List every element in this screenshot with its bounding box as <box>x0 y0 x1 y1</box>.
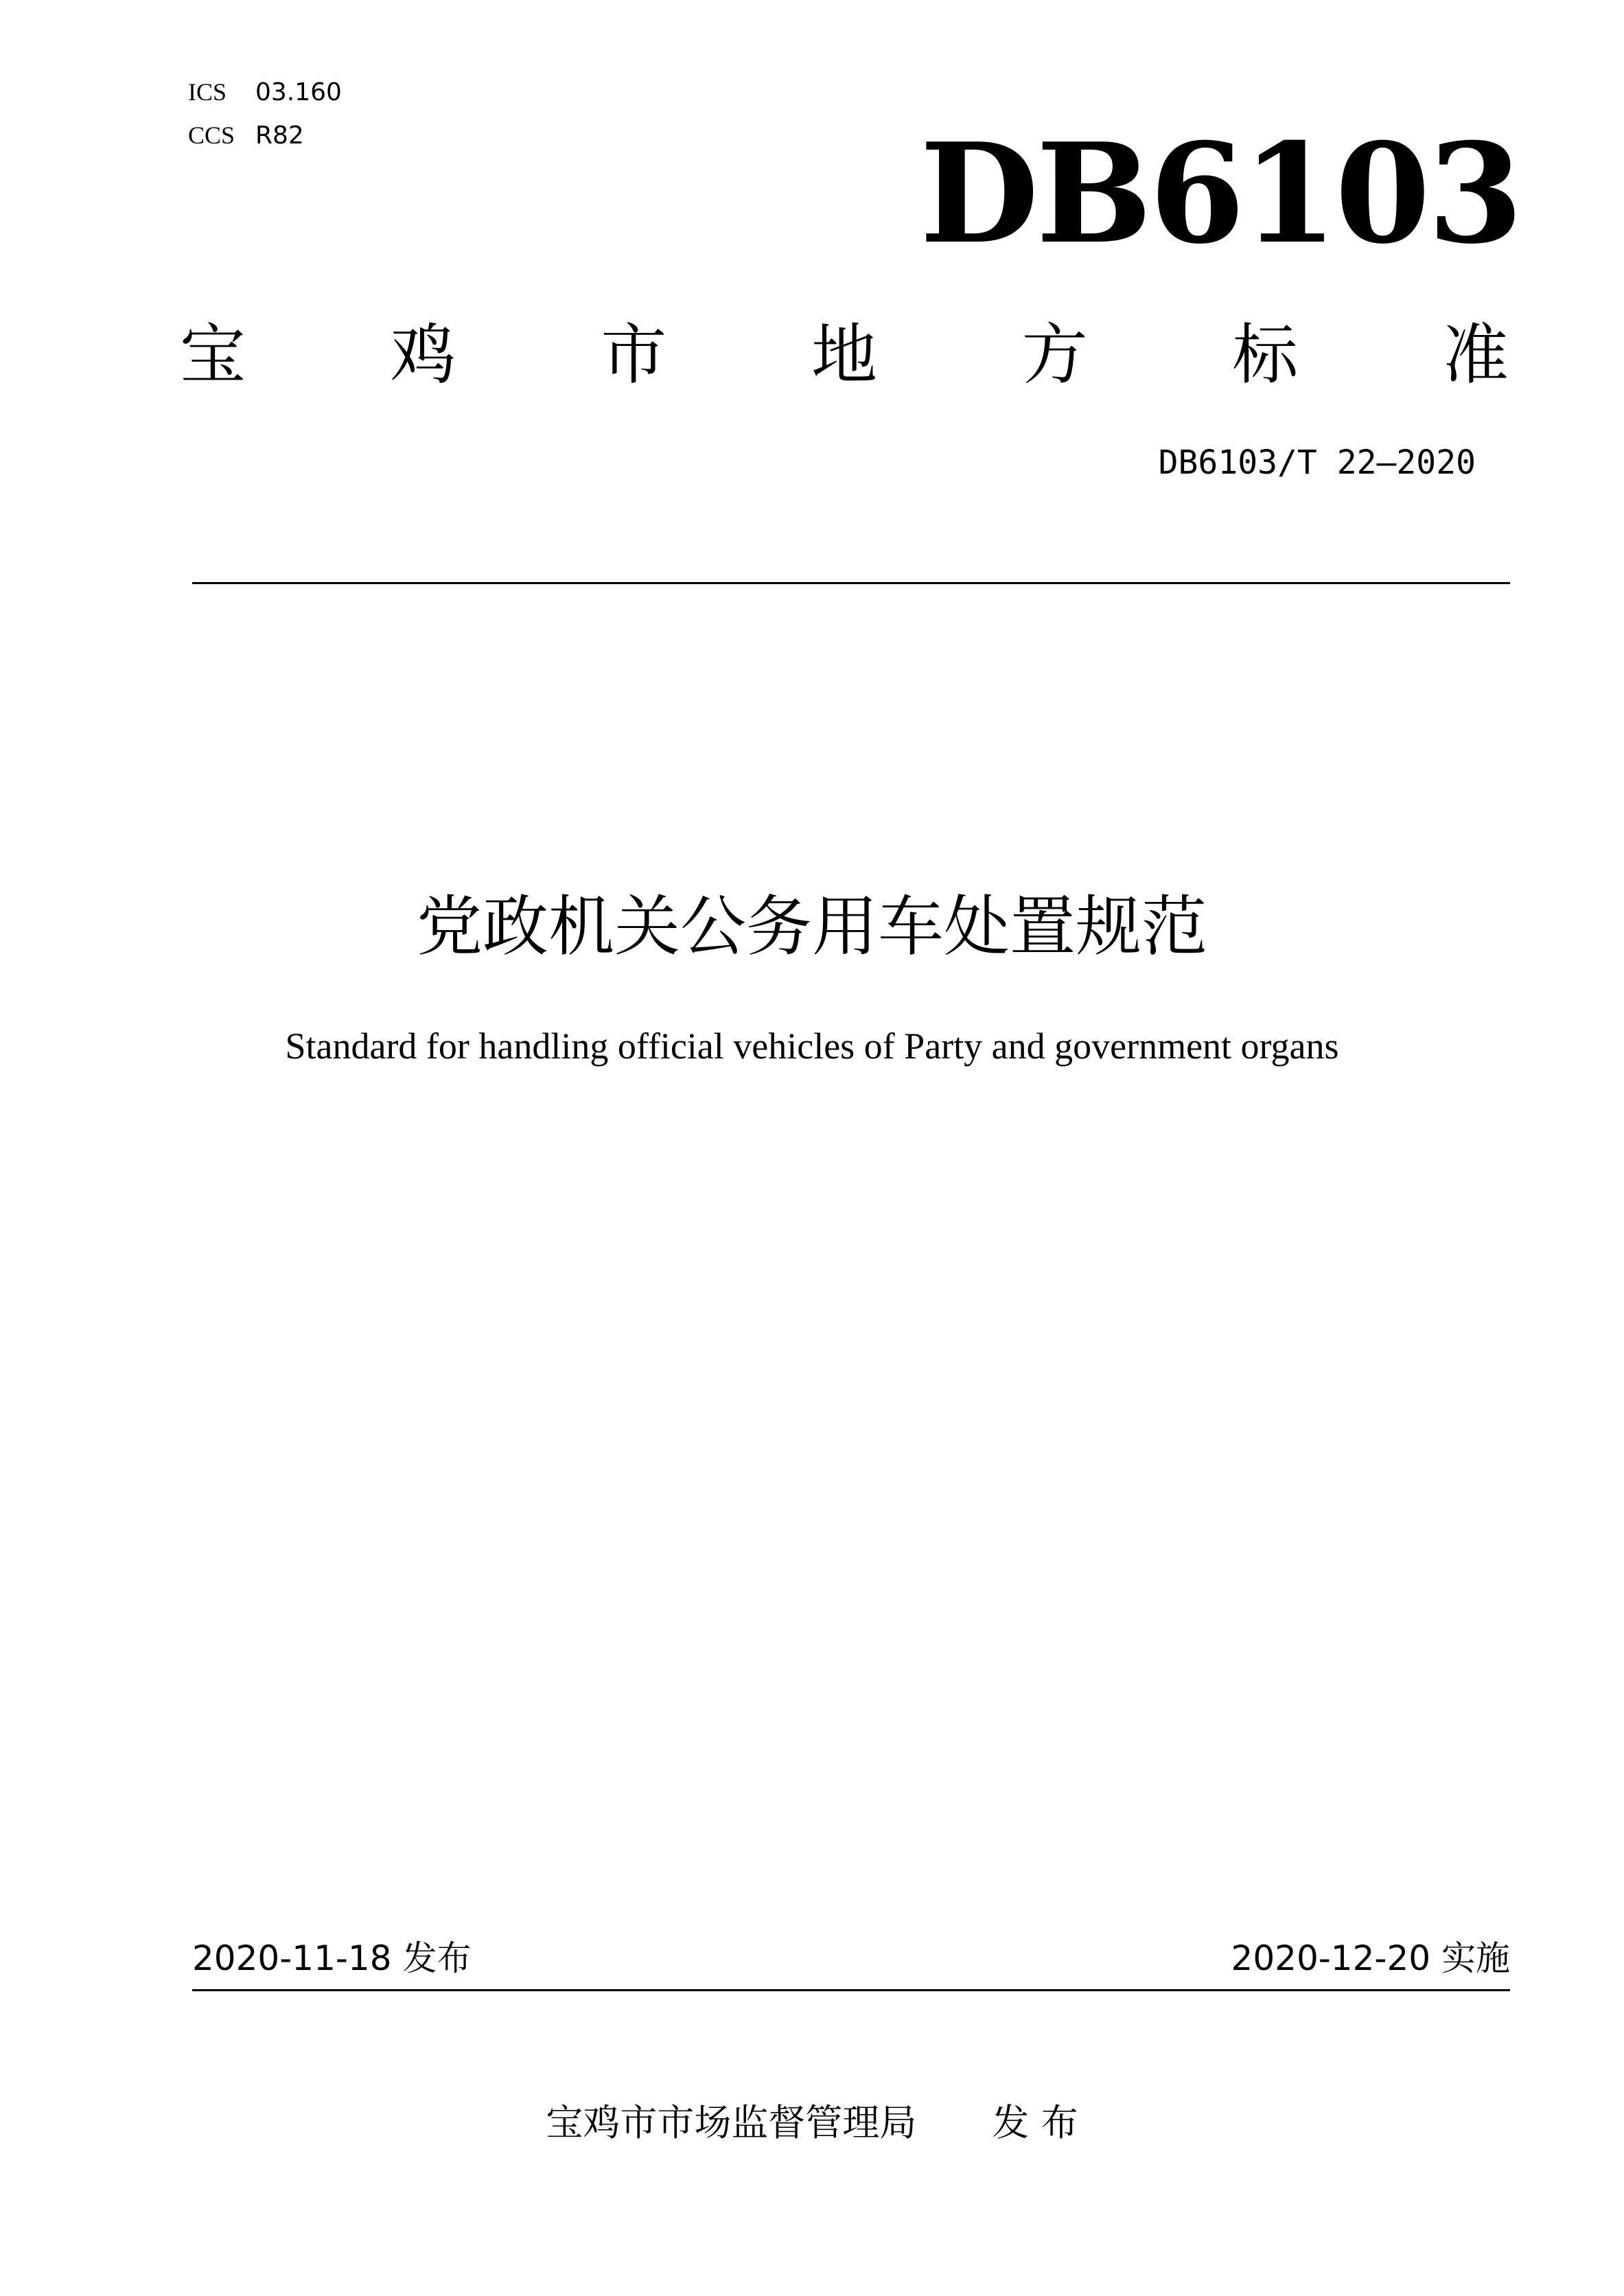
bottom-divider <box>192 1989 1510 1991</box>
document-title-zh: 党政机关公务用车处置规范 <box>417 888 1207 965</box>
ccs-label: CCS <box>188 121 235 149</box>
issuer-title-char: 准 <box>1442 316 1509 393</box>
issuer-title <box>180 317 1509 393</box>
issue-date: 2020-11-18 发布 <box>192 1938 472 1978</box>
issuer-title-char: 方 <box>1021 316 1088 393</box>
implementation-date: 2020-12-20 实施 <box>1231 1938 1510 1978</box>
standard-code: DB6103/T 22—2020 <box>1158 443 1476 482</box>
publisher-name: 宝鸡市市场监督管理局 <box>546 2101 917 2144</box>
ics-classification <box>188 77 342 108</box>
document-title-en: Standard for handling official vehicles of Party and government organs <box>285 1025 1339 1067</box>
ccs-classification <box>188 120 304 151</box>
issuer-title-char: 市 <box>601 316 667 393</box>
top-divider <box>192 582 1510 584</box>
issuer-title-char: 鸡 <box>390 316 456 393</box>
publisher-action: 发 布 <box>992 2101 1078 2144</box>
issuer-title-char: 地 <box>811 316 877 393</box>
issuer-title-char: 宝 <box>180 316 246 393</box>
issuer-title-char: 标 <box>1232 316 1299 393</box>
ccs-value: R82 <box>255 121 304 150</box>
standard-logo: DB6103 <box>920 113 1521 275</box>
ics-value: 03.160 <box>255 78 342 106</box>
ics-label: ICS <box>188 78 227 106</box>
publisher-line <box>0 2100 1624 2146</box>
